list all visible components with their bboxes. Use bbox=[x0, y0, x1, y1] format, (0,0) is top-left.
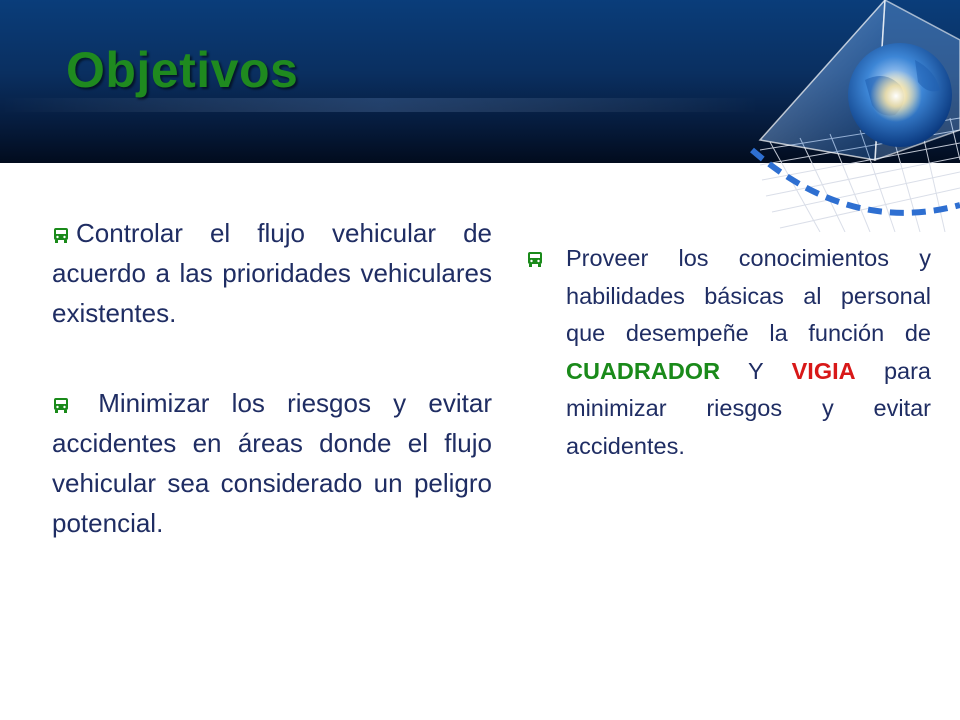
globe-pyramid-graphic bbox=[700, 0, 960, 232]
objective-text-2: Minimizar los riesgos y evitar accidentes en áreas donde el flujo vehicular sea considerado un peligro potencial. bbox=[52, 388, 492, 538]
objective-text-3-end: para minimizar riesgos y evitar accidentes. bbox=[566, 357, 931, 459]
objective-item-2 bbox=[52, 383, 492, 543]
left-column bbox=[52, 213, 492, 543]
objective-item-3 bbox=[526, 240, 931, 465]
role-cuadrador: CUADRADOR bbox=[566, 357, 721, 384]
right-column bbox=[526, 240, 931, 465]
objective-text-1: Controlar el flujo vehicular de acuerdo a las prioridades vehiculares existentes. bbox=[52, 218, 492, 328]
bus-icon bbox=[52, 226, 70, 244]
role-vigia: VIGIA bbox=[791, 357, 856, 384]
bus-icon bbox=[52, 396, 70, 414]
objective-text-3-start: Proveer los conocimientos y habilidades básicas al personal que desempeñe la función de bbox=[566, 245, 931, 346]
slide-title: Objetivos bbox=[66, 42, 299, 98]
objective-item-1 bbox=[52, 213, 492, 333]
objective-text-3-middle: Y bbox=[720, 357, 792, 384]
bus-icon bbox=[526, 250, 544, 268]
